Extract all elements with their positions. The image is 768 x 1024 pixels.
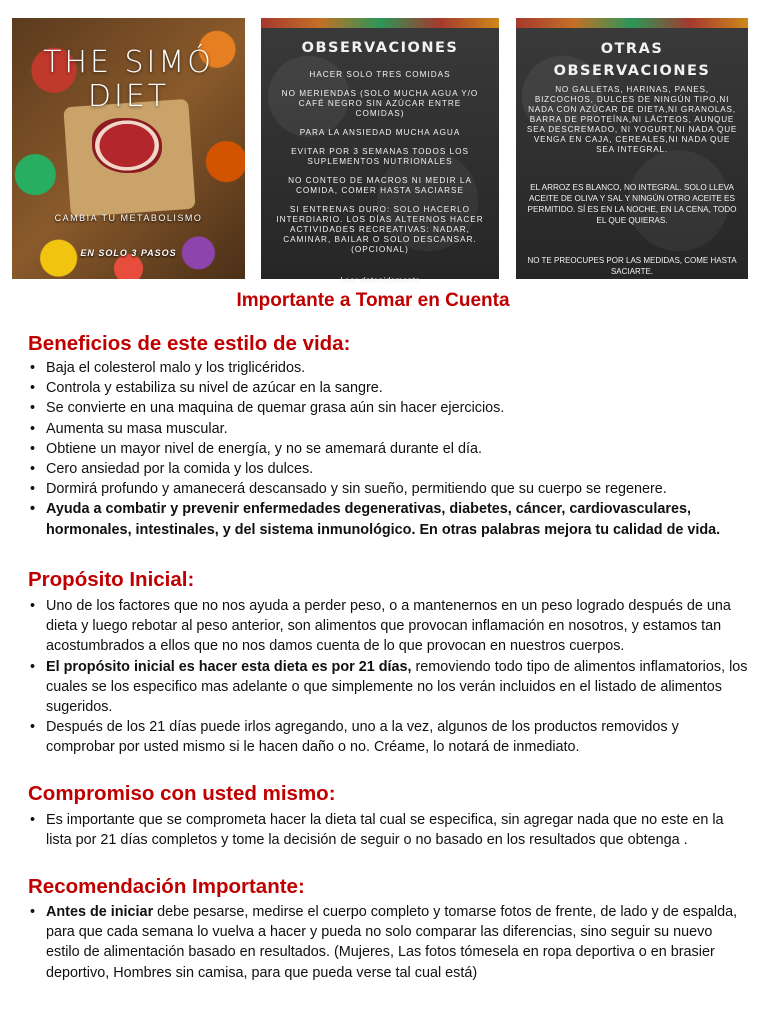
list-item (28, 902, 748, 983)
beneficios-heading: Beneficios de este estilo de vida: (28, 332, 351, 355)
otras-heading (516, 38, 748, 82)
item-text: removiendo todo tipo de alimentos inflamatorios, los cuales se los especifico mas adelante o que simplemente no los verán incluidos en el listado de alimentos sugeridos. (46, 658, 748, 716)
otras-paragraph-3: NO TE PREOCUPES POR LAS MEDIDAS, COME HASTA SACIARTE. (527, 256, 737, 276)
meat-steak-graphic (92, 118, 162, 173)
observaciones-list (273, 70, 487, 264)
observaciones-item: PARA LA ANSIEDAD MUCHA AGUA (299, 128, 461, 137)
observaciones-item: SI ENTRENAS DURO: SOLO HACERLO INTERDIARIO. LOS DÍAS ALTERNOS HACER ACTIVIDADES RECREATIVAS: NADAR, CAMINAR, BAILAR O SOLO DESCANSAR. (OPCIONAL) (276, 205, 484, 254)
cover-tagline: EN SOLO 3 PASOS (80, 248, 177, 258)
list-item: • Dormirá profundo y amanecerá descansado y sin sueño, permitiendo que su cuerpo se regenere. (28, 479, 748, 499)
recomendacion-heading: Recomendación Importante: (28, 875, 305, 898)
list-item: • Baja el colesterol malo y los triglicéridos. (28, 358, 748, 378)
observaciones-item: HACER SOLO TRES COMIDAS (309, 70, 451, 79)
compromiso-heading: Compromiso con usted mismo: (28, 782, 336, 805)
otras-heading-line2: OBSERVACIONES (553, 63, 711, 79)
otras-observaciones-panel (516, 18, 748, 279)
list-item: • Después de los 21 días puede irlos agregando, uno a la vez, algunos de los productos removidos y comprobar por usted mismo si le hacen daño o no. Créame, lo notará de inmediato. (28, 717, 748, 757)
observaciones-panel (261, 18, 499, 285)
food-strip-decoration (261, 18, 499, 28)
food-strip-decoration (516, 18, 748, 28)
list-item: • Se convierte en una maquina de quemar grasa aún sin hacer ejercicios. (28, 398, 748, 418)
observaciones-heading: OBSERVACIONES (301, 40, 459, 56)
otras-paragraph-2: EL ARROZ ES BLANCO, NO INTEGRAL. SOLO LLEVA ACEITE DE OLIVA Y SAL Y NINGÚN OTRO ACEITE ES PERMITIDO. SÍ ES EN LA NOCHE, EN LA CENA, TODO EL QUE QUIERAS. (527, 183, 737, 226)
observaciones-item: EVITAR POR 3 SEMANAS TODOS LOS SUPLEMENTOS NUTRIONALES (291, 147, 469, 166)
cover-title-line2: DIET (87, 79, 170, 114)
bold-text: Antes de iniciar (46, 904, 154, 920)
compromiso-list (28, 810, 748, 850)
book-cover-image (12, 18, 245, 279)
cover-subtitle: CAMBIA TU METABOLISMO (54, 213, 203, 223)
otras-heading-line1: OTRAS (600, 41, 664, 57)
observaciones-footer: Leer detenidamente (339, 276, 421, 285)
beneficios-list (28, 358, 748, 540)
proposito-list (28, 596, 748, 758)
list-item: • Uno de los factores que no nos ayuda a perder peso, o a mantenernos en un peso logrado después de una dieta y luego rebotar al peso anterior, son alimentos que provocan inflamación en nosotros, y estamos tan acostumbrados a ellos que no nos damos cuenta de lo que provocan en nuestros cuerpos. (28, 596, 748, 657)
bold-text: El propósito inicial es hacer esta dieta es por 21 días, (46, 658, 412, 675)
list-item (28, 657, 748, 718)
observaciones-item: NO CONTEO DE MACROS NI MEDIR LA COMIDA, COMER HASTA SACIARSE (288, 176, 472, 195)
observaciones-item: NO MERIENDAS (SOLO MUCHA AGUA Y/O CAFÉ NEGRO SIN AZÚCAR ENTRE COMIDAS) (281, 89, 479, 118)
otras-paragraph-1 (526, 85, 738, 155)
page-title: Importante a Tomar en Cuenta (236, 290, 510, 311)
cover-title-line1: THE SIMÓ (43, 45, 214, 80)
list-item: • Controla y estabiliza su nivel de azúcar en la sangre. (28, 378, 748, 398)
cover-title (12, 46, 245, 114)
otras-text: NO GALLETAS, HARINAS, PANES, BIZCOCHOS, DULCES DE NINGÚN TIPO,NI NADA CON AZÚCAR DE DIETA,NI GRANOLAS, BARRA DE PROTEÍNA,NI LÁCTEOS, AUNQUE SEA DESCREMADO, NI YOGURT,NI NADA QUE VENGA EN CAJA, CEREALES,NI NADA QUE SEA INTEGRAL. (526, 85, 738, 154)
recomendacion-list (28, 902, 748, 983)
list-item: • Cero ansiedad por la comida y los dulces. (28, 459, 748, 479)
list-item: • Ayuda a combatir y prevenir enfermedades degenerativas, diabetes, cáncer, cardiovasculares, hormonales, intestinales, y del sistema inmunológico. En otras palabras mejora tu calidad de vida. (28, 499, 748, 539)
list-item: • Es importante que se comprometa hacer la dieta tal cual se especifica, sin agregar nada que no este en la lista por 21 días completos y tome la decisión de seguir o no basado en los resultados que obtenga . (28, 810, 748, 850)
list-item: • Aumenta su masa muscular. (28, 419, 748, 439)
proposito-heading: Propósito Inicial: (28, 568, 195, 591)
item-text: debe pesarse, medirse el cuerpo completo y tomarse fotos de frente, de lado y de espalda, para que cada semana lo vuelva a hacer y pueda no solo comparar las diferencias, sino seguir su nuevo estilo de alimentación basado en resultados. (Mujeres, Las fotos tómesela en ropa deportiva o en brasier deportivo, Hombres sin camisa, para que pueda verse tal cual está) (46, 904, 738, 981)
list-item: • Obtiene un mayor nivel de energía, y no se amemará durante el día. (28, 439, 748, 459)
